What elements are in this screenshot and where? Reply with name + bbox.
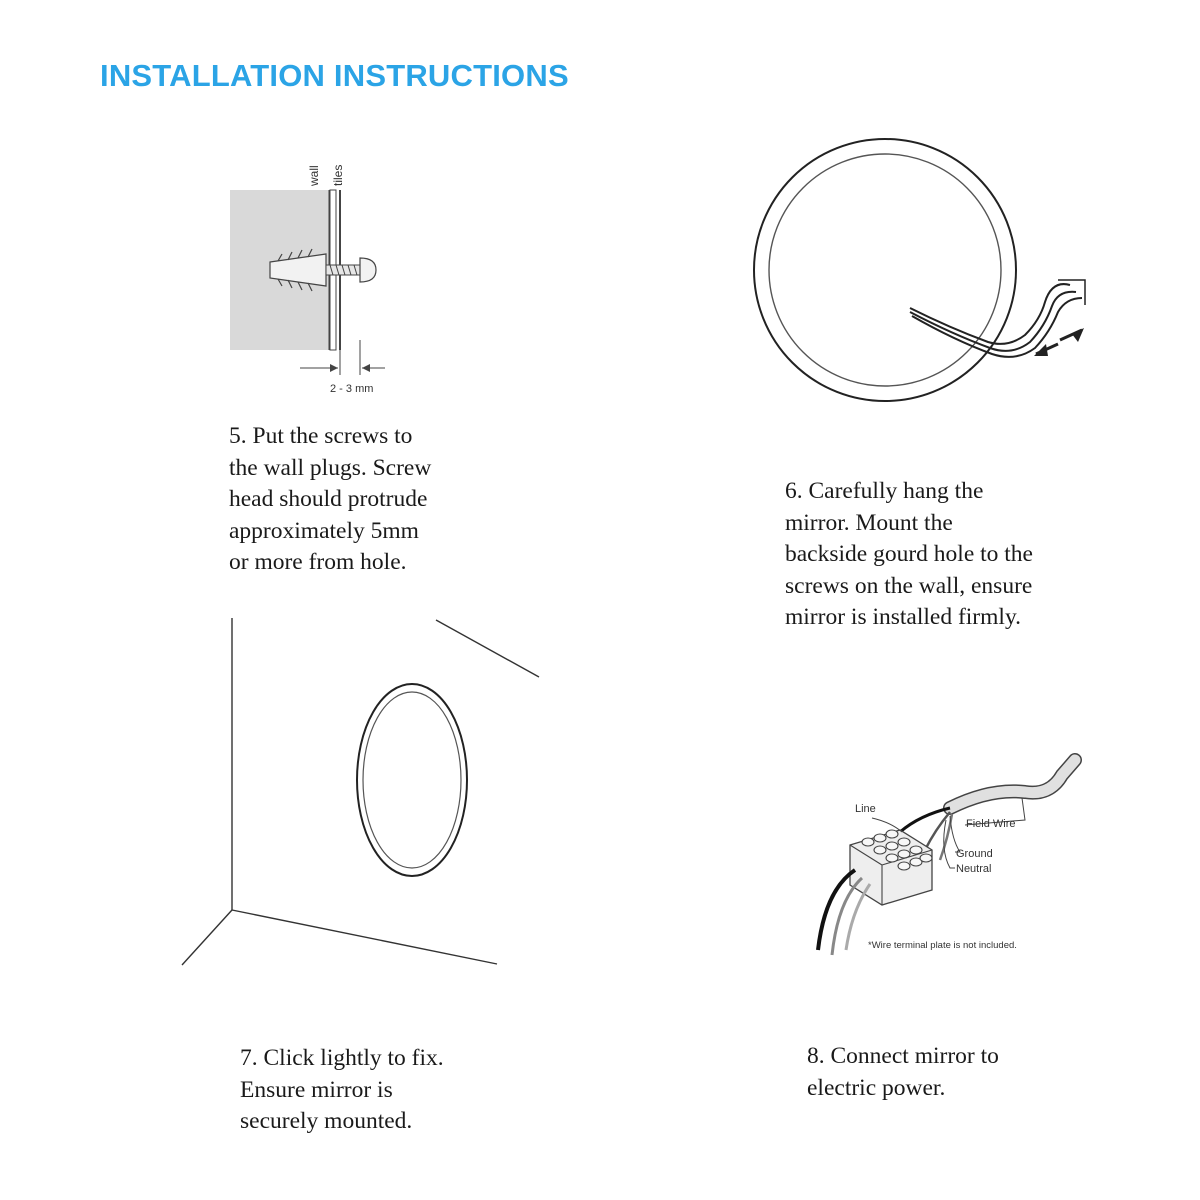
line-label: Line	[855, 803, 876, 815]
caption-line: the wall plugs. Screw	[229, 454, 432, 481]
caption-line: mirror is installed firmly.	[785, 604, 1022, 630]
caption-line: 5. Put the screws to	[229, 423, 413, 449]
ground-label: Ground	[956, 848, 993, 860]
caption-line: screws on the wall, ensure	[785, 572, 1033, 599]
wire-terminal-note: *Wire terminal plate is not included.	[868, 940, 1017, 951]
caption-line: 8. Connect mirror to	[807, 1043, 999, 1069]
mounted-mirror-diagram	[175, 610, 555, 970]
field-wire-label: Field Wire	[966, 818, 1016, 830]
caption-line: approximately 5mm	[229, 517, 419, 544]
gap-dimension-label: 2 - 3 mm	[330, 383, 374, 395]
caption-line: backside gourd hole to the	[785, 541, 1033, 567]
caption-line: securely mounted.	[240, 1108, 413, 1134]
step-5-caption	[229, 421, 431, 579]
caption-line: Ensure mirror is	[240, 1076, 393, 1103]
wire-terminal-diagram	[800, 750, 1090, 970]
wall-label: wall	[307, 165, 321, 186]
step-7-caption	[240, 1043, 444, 1138]
tiles-label: tiles	[331, 164, 345, 186]
neutral-label: Neutral	[956, 863, 992, 875]
caption-line: or more from hole.	[229, 549, 407, 575]
wall-plug-diagram	[230, 150, 390, 400]
caption-line: head should protrude	[229, 486, 428, 512]
caption-line: electric power.	[807, 1074, 946, 1101]
round-mirror-diagram	[740, 130, 1100, 420]
step-8-caption	[807, 1041, 999, 1104]
caption-line: 7. Click lightly to fix.	[240, 1045, 444, 1071]
page-title: INSTALLATION INSTRUCTIONS	[100, 58, 569, 93]
step-6-caption	[785, 476, 1033, 634]
caption-line: mirror. Mount the	[785, 509, 953, 536]
caption-line: 6. Carefully hang the	[785, 478, 984, 504]
